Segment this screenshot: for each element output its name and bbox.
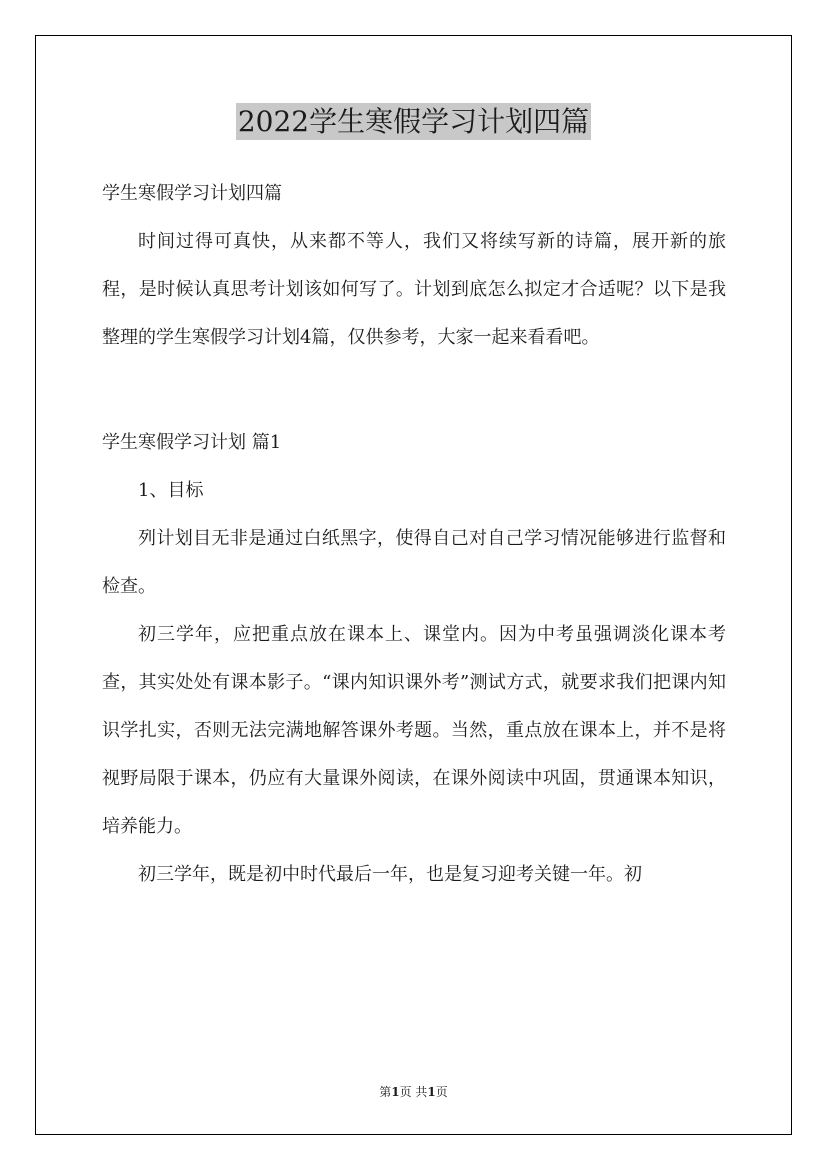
document-title-container [0,98,827,146]
subheading-goal: 1、目标 [138,480,204,501]
document-body [102,170,726,899]
footer-page-mid: 页 共 [399,1085,428,1099]
body-paragraph: 列计划目无非是通过白纸黑字，使得自己对自己学习情况能够进行监督和检查。 [102,528,726,597]
body-paragraph: 初三学年，既是初中时代最后一年，也是复习迎考关键一年。初 [138,864,642,885]
document-title: 2022学生寒假学习计划四篇 [237,105,590,138]
intro-paragraph: 时间过得可真快，从来都不等人，我们又将续写新的诗篇，展开新的旅程，是时候认真思考计划该如何写了。计划到底怎么拟定才合适呢？以下是我整理的学生寒假学习计划4篇，仅供参考，大家一起来看看吧。 [102,231,726,348]
body-paragraph: 初三学年，应把重点放在课本上、课堂内。因为中考虽强调淡化课本考查，其实处处有课本影子。“课内知识课外考”测试方式，就要求我们把课内知识学扎实，否则无法完满地解答课外考题。当然，重点放在课本上，并不是将视野局限于课本，仍应有大量课外阅读，在课外阅读中巩固，贯通课本知识，培养能力。 [102,624,726,837]
footer-page-current: 1 [391,1085,400,1099]
footer-page-suffix: 页 [435,1085,448,1099]
page-footer [0,1082,827,1102]
section-heading: 学生寒假学习计划 篇1 [102,432,282,453]
subtitle-paragraph: 学生寒假学习计划四篇 [102,183,282,204]
footer-page-total: 1 [427,1085,436,1099]
footer-page-prefix: 第 [379,1085,392,1099]
